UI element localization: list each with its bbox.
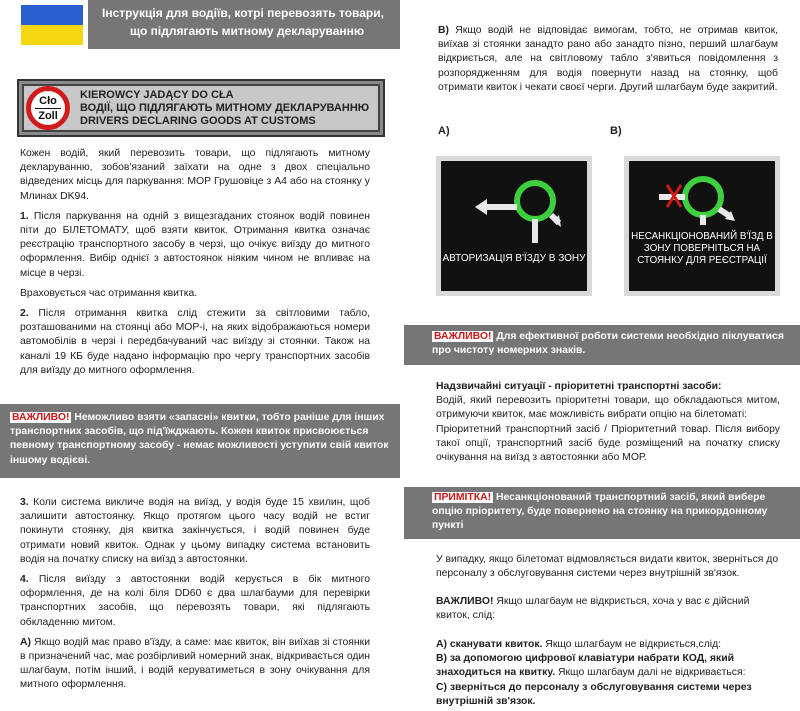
warning-label: ВАЖЛИВО!	[434, 331, 492, 342]
step-a-scan: А) сканувати квиток. Якщо шлагбаум не відкриється,слід:	[436, 639, 722, 650]
page-title: Інструкція для водіїв, котрі перевозять товари, що підлягають митному декларуванню	[88, 0, 400, 49]
unauthorized-entry-text: НЕСАНКЦІОНОВАНИЙ В'ЇЗД В ЗОНУ ПОВЕРНІТЬСЯ НА СТОЯНКУ ДЛЯ РЕЄСТРАЦІЇ	[631, 231, 773, 266]
barrier-warning-paragraph: ВАЖЛИВО! Якщо шлагбаум не відкриється, хоча у вас є дійсний квиток, слід:	[436, 596, 750, 622]
warning-box-plates: ВАЖЛИВО! Для ефективної роботи системи необхідно піклуватися про чистоту номерних знаків.	[404, 325, 800, 365]
step-c-contact: С) зверніться до персоналу з обслуговування системи через внутрішній зв'язок.	[436, 681, 752, 707]
left-body-top	[20, 147, 370, 384]
note-label: ПРИМІТКА!	[434, 492, 492, 503]
emergency-paragraph-2: Пріоритетний транспортний засіб / Пріоритетний товар. Після вибору такої опції, транспортний засіб буде розміщений на початку списку очікування на виїзд з автостоянки або МОР.	[436, 423, 780, 464]
step-b-code: В) за допомогою цифрової клавіатури набрати КОД, який знаходиться на квитку. Якщо шлагбаум далі не відкривається:	[436, 653, 746, 679]
step-4-paragraph: 4. Після виїзду з автостоянки водій керується в бік митного оформлення, де на колі біля DD60 є два шлагбауми для перевірки транспортних засобів, що перевозять товари, які підлягають обкладенню митом.	[20, 574, 370, 628]
emergency-title: Надзвичайні ситуації - пріоритетні транспортні засоби:	[436, 381, 722, 392]
unauthorized-entry-sign	[624, 156, 780, 296]
roundabout-arrow-icon	[441, 161, 587, 291]
step-3-paragraph: 3. Коли система викличе водія на виїзд, у водія буде 15 хвилин, щоб залишити автостоянку. Якщо протягом цього часу водій не встиг покинути стоянку, дія квитка закінчується, і водій повинен буде отримати новий квиток. Однак у цьому випадку система встановить водія на початку списку на виїзд з автостоянки.	[20, 497, 370, 565]
emergency-paragraph-1: Водій, який перевозить пріоритетні товари, що обкладаються митом, отримуючи квиток, має можливість вибрати опцію на білетоматі:	[436, 395, 780, 421]
ticket-time-note: Враховується час отримання квитка.	[20, 287, 198, 299]
warning-label: ВАЖЛИВО!	[12, 412, 70, 423]
authorized-entry-sign	[436, 156, 592, 296]
step-1-paragraph: 1. Після паркування на одній з вищезгаданих стоянок водій повинен піти до БІЛЕТОМАТУ, щоб взяти квиток. Отримання квитка означає реєстрацію транспортного засобу в черзі, що очікує виїзду до митного оформлення. Вибір однієї з автостоянок ніяким чином не впливає на місце в черзі.	[20, 210, 370, 279]
sign-a-label: А)	[438, 125, 450, 137]
customs-sign-text: KIEROWCY JADĄCY DO CŁA ВОДІЇ, ЩО ПІДЛЯГАЮТЬ МИТНОМУ ДЕКЛАРУВАННЮ DRIVERS DECLARING GOODS AT CUSTOMS	[80, 89, 370, 127]
left-body-bottom	[20, 496, 370, 699]
warning-box-spare-tickets: ВАЖЛИВО! Неможливо взяти «запасні» квитки, тобто раніше для інших транспортних засобів, що під'їжджають. Кожен квиток присвоюється певному транспортному засобу - немає можливості уступити свій квиток іншому водієві.	[0, 404, 400, 478]
sign-b-label: В)	[610, 125, 622, 137]
note-box-priority: ПРИМІТКА! Несанкціонований транспортний засіб, який вибере опцію пріоритету, буде повернено на стоянку на прикордонному пункті	[404, 487, 800, 539]
case-b-paragraph: В) Якщо водій не відповідає вимогам, тобто, не отримав квиток, виїхав зі стоянки занадто рано або занадто пізно, перший шлагбаум відкриється, але на світловому табло з'явиться повідомлення з розпорядженням для водія повернути назад на стоянку, щоб отримати квиток і чекати своєї черги. Другий шлагбаум буде закритий.	[438, 25, 778, 93]
ukraine-flag	[21, 5, 83, 45]
roundabout-cross-icon	[629, 161, 775, 291]
case-a-paragraph: А) Якщо водій має право в'їзду, а саме: має квиток, він виїхав зі стоянки в призначений час, має розбірливий номерний знак, відкривається один шлагбаум, потім інший, і водій керуватиметься в зону очікування для митного оформлення.	[20, 636, 370, 691]
ticket-refusal-paragraph: У випадку, якщо білетомат відмовляється видати квиток, зверніться до персоналу з обслуговування системи через внутрішній зв'язок.	[436, 554, 779, 580]
step-2-paragraph: 2. Після отримання квитка слід стежити за світловими табло, розташованими на стоянці або МОР-і, на яких відображаються номери автомобілів в черзі і передбачуваний час виїзду зі стоянки. Також на каналі 19 КБ буде надано інформацію про чергу транспортних засобів для виїзду до митного оформлення.	[20, 308, 370, 376]
barrier-steps	[436, 638, 780, 709]
customs-zoll-icon: Cło Zoll	[26, 86, 70, 130]
emergency-section	[436, 380, 780, 465]
intro-paragraph: Кожен водій, який перевозить товари, що підлягають митному декларуванню, зобов'язаний заїхати на одне з двох спеціально відведених місць для паркування: МОР Грушовіце з А4 або на стоянку у Млинах DK94.	[20, 148, 370, 202]
authorized-entry-text: АВТОРИЗАЦІЯ В'ЇЗДУ В ЗОНУ	[442, 253, 586, 264]
